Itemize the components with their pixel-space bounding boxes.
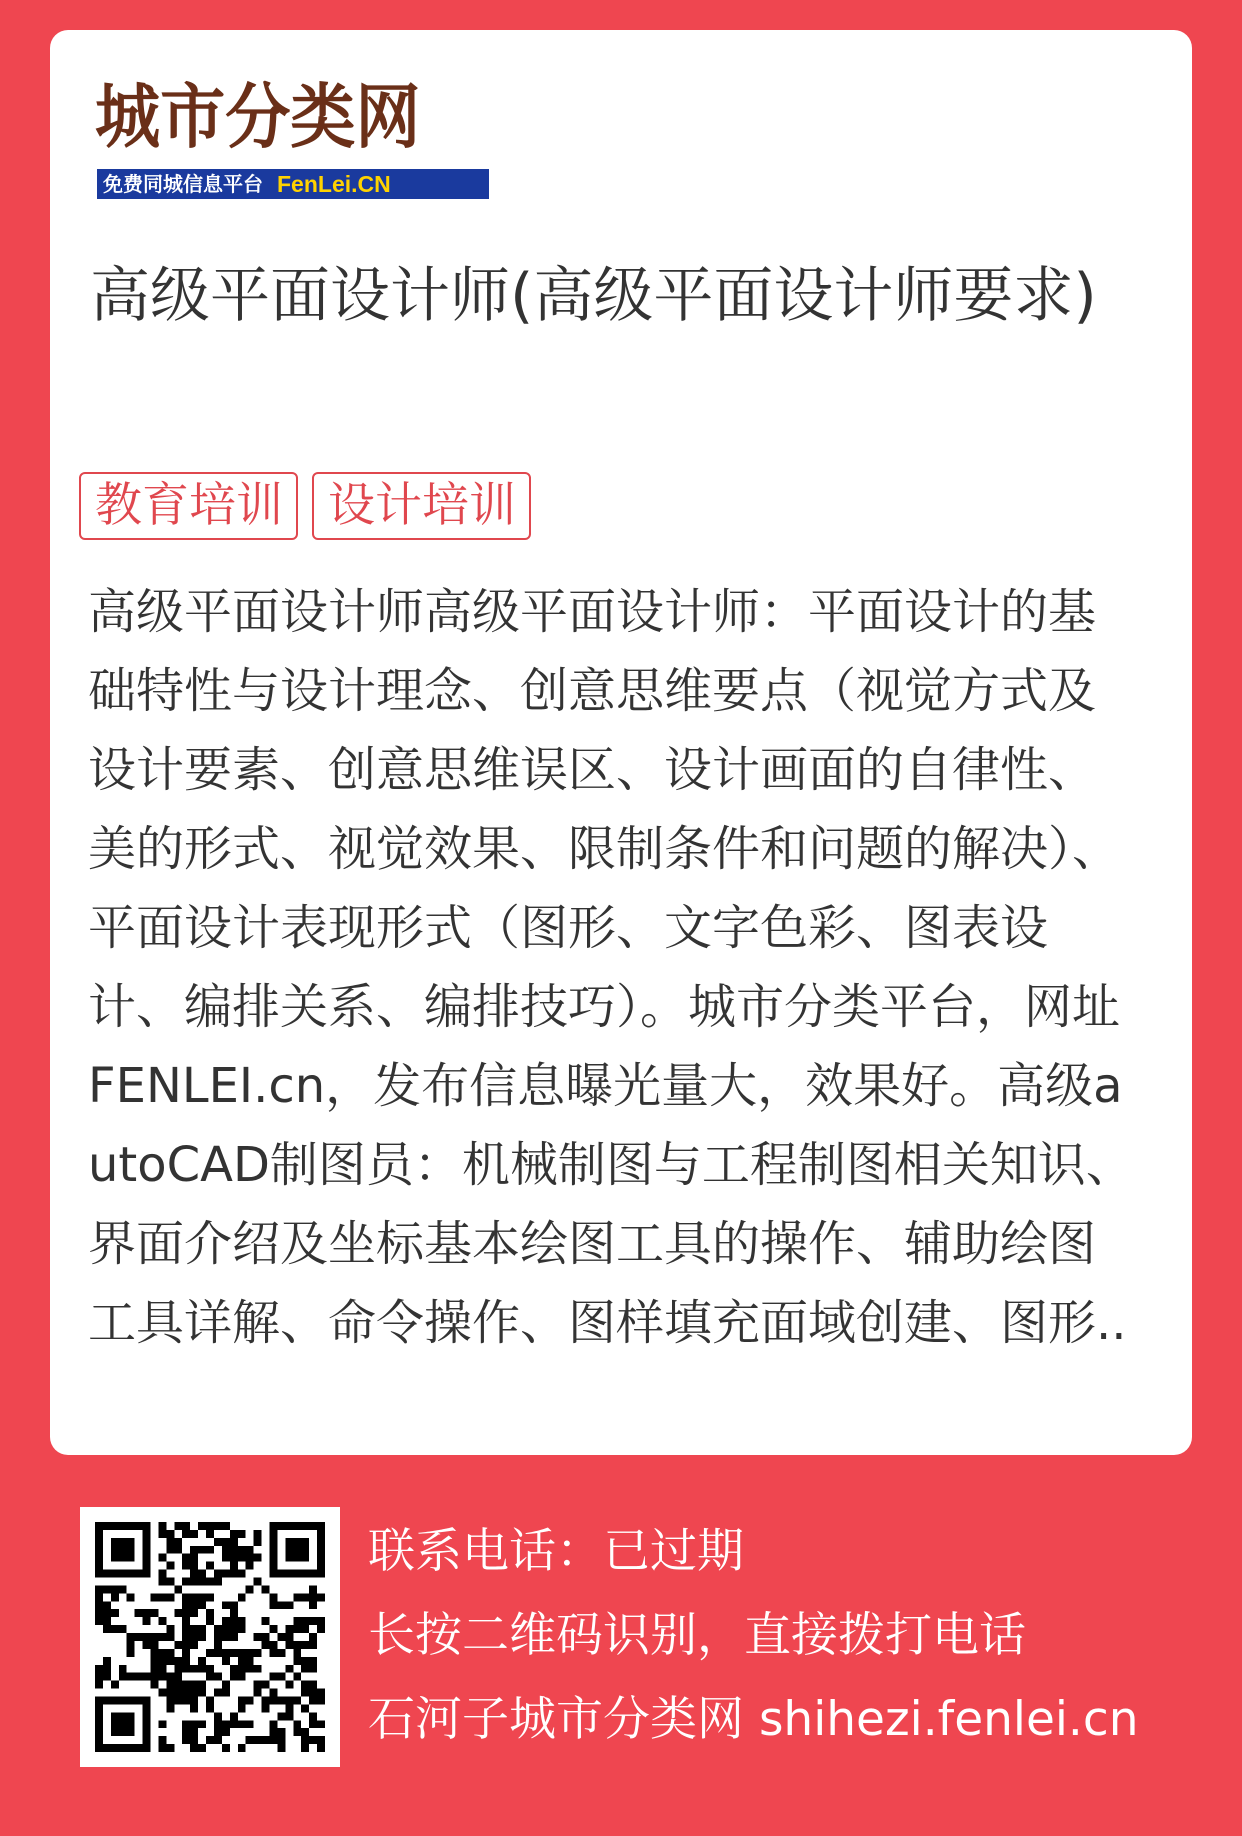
qr-code-icon <box>95 1522 325 1752</box>
logo-tagline: 免费同城信息平台 <box>103 172 263 196</box>
qr-code[interactable] <box>80 1507 340 1767</box>
post-card <box>50 30 1192 1455</box>
site-logo[interactable] <box>95 75 493 203</box>
logo-domain: FenLei.CN <box>277 171 391 197</box>
logo-name: 城市分类网 <box>95 76 421 158</box>
logo-strip <box>97 169 489 199</box>
tag-design[interactable]: 设计培训 <box>312 472 531 540</box>
tag-list <box>79 472 531 540</box>
site-link[interactable]: 石河子城市分类网 shihezi.fenlei.cn <box>368 1692 1139 1747</box>
contact-info <box>368 1510 1228 1762</box>
qr-hint: 长按二维码识别，直接拨打电话 <box>368 1608 1026 1663</box>
post-title: 高级平面设计师(高级平面设计师要求) <box>90 261 1097 331</box>
post-body: 高级平面设计师高级平面设计师：平面设计的基础特性与设计理念、创意思维要点（视觉方式及设计要素、创意思维误区、设计画面的自律性、美的形式、视觉效果、限制条件和问题的解决）、平面设计表现形式（图形、文字色彩、图表设计、编排关系、编排技巧）。城市分类平台，网址FENLEI.cn，发布信息曝光量大，效果好。高级autoCAD制图员：机械制图与工程制图相关知识、界面介绍及坐标基本绘图工具的操作、辅助绘图工具详解、命令操作、图样填充面域创建、图形.. <box>88 584 1134 1351</box>
contact-phone: 联系电话：已过期 <box>368 1524 744 1579</box>
tag-education[interactable]: 教育培训 <box>79 472 298 540</box>
